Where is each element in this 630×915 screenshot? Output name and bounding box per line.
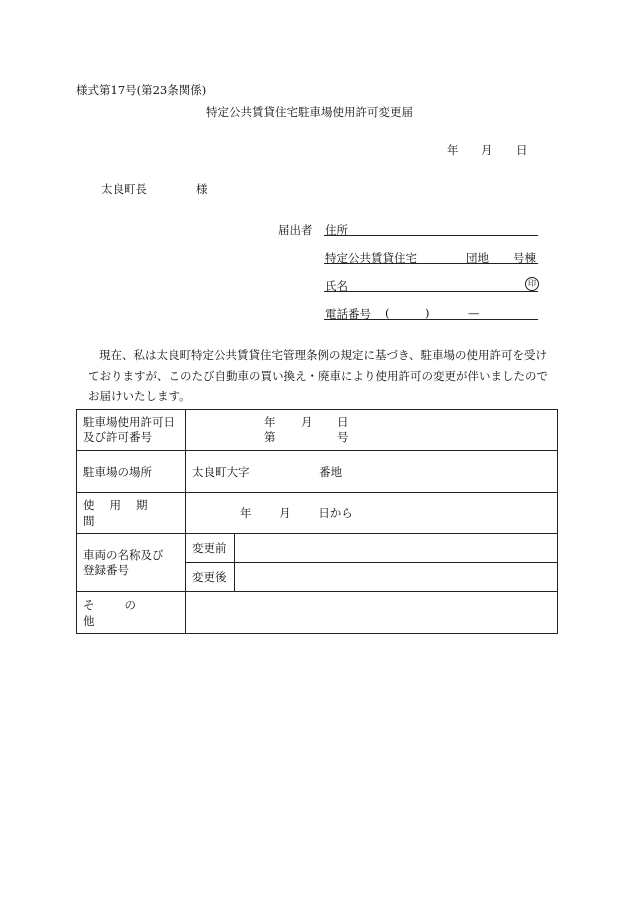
phone-open-paren: (: [385, 306, 390, 320]
housing-field-line[interactable]: [324, 263, 538, 264]
row-vehicle-before: [77, 534, 558, 563]
form-title: 特定公共賃貸住宅駐車場使用許可変更届: [206, 105, 413, 119]
permit-year-label: 年: [264, 415, 276, 429]
permit-dai-label: 第: [264, 430, 276, 444]
vehicle-label-line1: 車両の名称及び: [83, 547, 164, 562]
permit-change-table: [76, 409, 558, 634]
row-permit-date: [77, 410, 558, 451]
address-field-line[interactable]: [324, 235, 538, 236]
permit-gou-label: 号: [337, 430, 349, 444]
period-year-label: 年: [240, 506, 252, 520]
period-month-label: 月: [279, 506, 291, 520]
vehicle-before-label-cell: [186, 534, 235, 563]
vehicle-label-cell: [77, 534, 186, 592]
vehicle-after-value-cell[interactable]: [235, 563, 558, 592]
name-field-line[interactable]: [324, 291, 538, 292]
other-label: その他: [83, 597, 166, 628]
permit-date-label-cell: [77, 410, 186, 451]
permit-date-label-line2: 及び許可番号: [83, 430, 152, 444]
phone-close-paren: ): [425, 306, 430, 320]
phone-dash: —: [468, 306, 480, 320]
row-usage-period: [77, 493, 558, 534]
phone-field-line[interactable]: [324, 319, 538, 320]
location-label-cell: [77, 451, 186, 493]
period-label-cell: [77, 493, 186, 534]
location-value-cell[interactable]: [186, 451, 558, 493]
housing-label: 特定公共賃貸住宅: [325, 251, 417, 265]
permit-day-label: 日: [337, 415, 349, 429]
address-label: 住所: [325, 223, 348, 237]
vehicle-label-line2: 登録番号: [83, 562, 129, 577]
row-parking-location: [77, 451, 558, 493]
date-month-label: 月: [481, 143, 493, 157]
vehicle-before-value-cell[interactable]: [235, 534, 558, 563]
vehicle-after-label: 変更後: [192, 570, 227, 584]
period-label: 使用期間: [83, 498, 163, 528]
permit-month-label: 月: [301, 415, 313, 429]
phone-label: 電話番号: [325, 307, 371, 321]
date-year-label: 年: [447, 143, 459, 157]
date-day-label: 日: [516, 143, 528, 157]
name-label: 氏名: [325, 279, 348, 293]
other-value-cell[interactable]: [186, 592, 558, 634]
applicant-label: 届出者: [278, 223, 313, 237]
form-number: 様式第17号(第23条関係): [76, 83, 207, 97]
housing-danchi-label: 団地: [466, 251, 489, 265]
location-label: 駐車場の場所: [83, 464, 152, 479]
addressee-honorific: 様: [196, 182, 208, 196]
other-label-cell: [77, 592, 186, 634]
seal-mark: 印: [525, 277, 539, 291]
permit-date-label-line1: 駐車場使用許可日: [83, 415, 175, 429]
vehicle-after-label-cell: [186, 563, 235, 592]
period-value-cell[interactable]: [186, 493, 558, 534]
row-other: [77, 592, 558, 634]
body-paragraph: 現在、私は太良町特定公共賃貸住宅管理条例の規定に基づき、駐車場の使用許可を受けておりますが、このたび自動車の買い換え・廃車により使用許可の変更が伴いましたのでお届けいたします。: [88, 348, 548, 403]
period-from-label: 日から: [318, 506, 353, 520]
addressee-name: 太良町長: [101, 182, 147, 196]
location-prefix: 太良町大字: [192, 464, 250, 479]
housing-gou-label: 号棟: [513, 251, 536, 265]
location-suffix: 番地: [319, 464, 343, 479]
permit-date-value-cell[interactable]: [186, 410, 558, 451]
vehicle-before-label: 変更前: [192, 541, 227, 555]
